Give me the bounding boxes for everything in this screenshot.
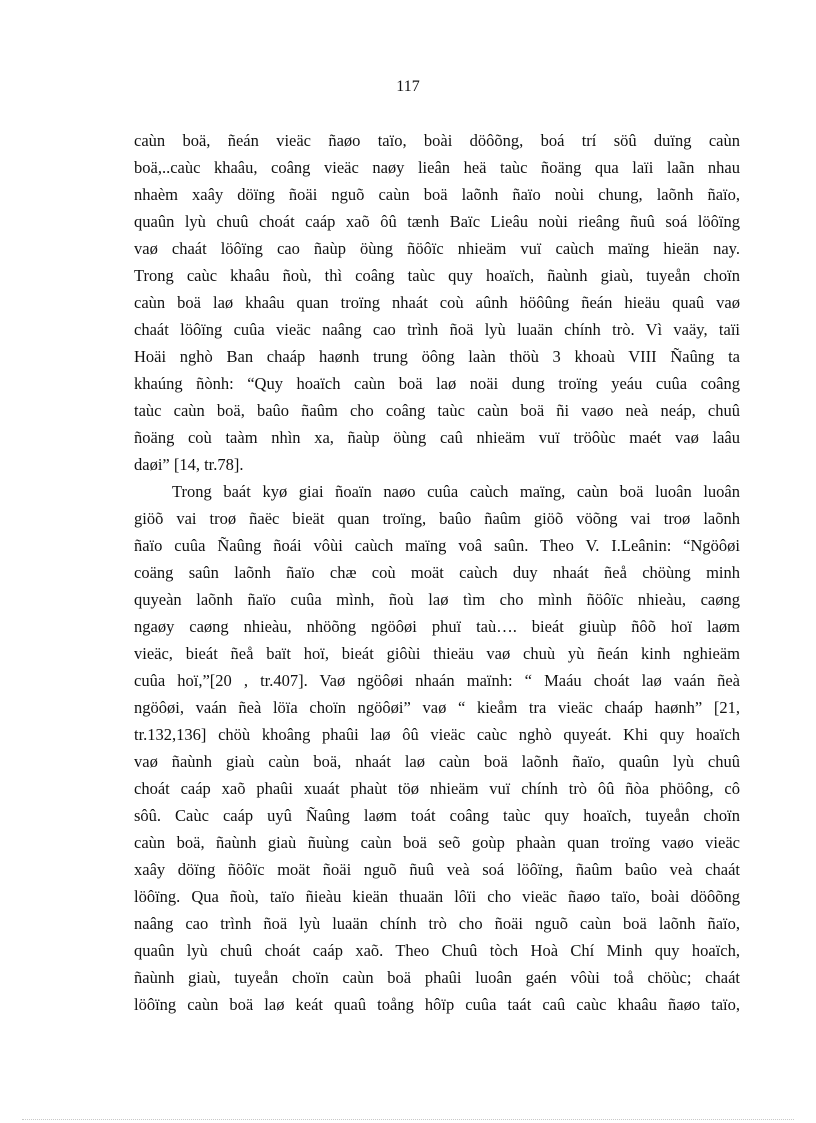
- text-line: caùn boä, ñaùnh giaù ñuùng caùn boä seõ goùp phaàn quan troïng vaøo vieäc: [134, 833, 740, 852]
- text-line: caùn boä laø khaâu quan troïng nhaát coù aûnh höôûng ñeán hieäu quaû vaø: [134, 293, 740, 312]
- text-line: ñoäng coù taàm nhìn xa, ñaùp öùng caû nhieäm vuï tröôùc maét vaø laâu: [134, 428, 740, 447]
- page-bottom-border: [22, 1119, 794, 1120]
- text-line: giöõ vai troø ñaëc bieät quan troïng, baûo ñaûm giöõ vöõng vai troø laõnh: [134, 509, 740, 528]
- text-line: caùn boä, ñeán vieäc ñaøo taïo, boài döôõng, boá trí söû duïng caùn: [134, 131, 740, 150]
- text-line: chaát löôïng cuûa vieäc naâng cao trình ñoä lyù luaän chính trò. Vì vaäy, taïi: [134, 320, 740, 339]
- text-line: löôïng. Qua ñoù, taïo ñieàu kieän thuaän lôïi cho vieäc ñaøo taïo, boài döôõng: [134, 887, 740, 906]
- text-line: Hoäi nghò Ban chaáp haønh trung öông laàn thöù 3 khoaù VIII Ñaûng ta: [134, 347, 740, 366]
- text-line: sôû. Caùc caáp uyû Ñaûng laøm toát coâng taùc quy hoaïch, tuyeån choïn: [134, 806, 740, 825]
- text-line: quaûn lyù chuû choát caáp xaõ ôû tænh Baïc Lieâu noùi rieâng ñuû soá löôïng: [134, 212, 740, 231]
- body-text: [134, 127, 740, 1018]
- text-line: Trong caùc khaâu ñoù, thì coâng taùc quy hoaïch, ñaùnh giaù, tuyeån choïn: [134, 266, 740, 285]
- text-line: ñaùnh giaù, tuyeån choïn caùn boä phaûi luoân gaén vôùi toå chöùc; chaát: [134, 968, 740, 987]
- text-line: tr.132,136] chöù khoâng phaûi laø ôû vieäc caùc nghò quyeát. Khi quy hoaïch: [134, 725, 740, 744]
- text-line: xaây döïng ñöôïc moät ñoäi nguõ ñuû veà soá löôïng, ñaûm baûo veà chaát: [134, 860, 740, 879]
- text-line: cuûa hoï,”[20 , tr.407]. Vaø ngöôøi nhaán maïnh: “ Maáu choát laø vaán ñeà: [134, 671, 740, 690]
- text-line: boä,..caùc khaâu, coâng vieäc naøy lieân heä taùc ñoäng qua laïi laãn nhau: [134, 158, 740, 177]
- text-line: ngaøy caøng nhieàu, nhöõng ngöôøi phuï taù…. bieát giuùp ñôõ hoï laøm: [134, 617, 740, 636]
- text-line: khaúng ñònh: “Quy hoaïch caùn boä laø noäi dung troïng yeáu cuûa coâng: [134, 374, 740, 393]
- text-line: vieäc, bieát ñeå baït hoï, bieát giôùi thieäu vaø chuù yù ñeán kinh nghieäm: [134, 644, 740, 663]
- page-number: 117: [396, 78, 420, 95]
- text-line: quaûn lyù chuû choát caáp xaõ. Theo Chuû tòch Hoà Chí Minh quy hoaïch,: [134, 941, 740, 960]
- text-line: löôïng caùn boä laø keát quaû toång hôïp cuûa taát caû caùc khaâu ñaøo taïo,: [134, 995, 740, 1014]
- text-line: taùc caùn boä, baûo ñaûm cho coâng taùc caùn boä ñi vaøo neà neáp, chuû: [134, 401, 740, 420]
- text-line: Trong baát kyø giai ñoaïn naøo cuûa caùch maïng, caùn boä luoân luoân: [172, 482, 740, 501]
- text-line: ngöôøi, vaán ñeà löïa choïn ngöôøi” vaø “ kieåm tra vieäc chaáp haønh” [21,: [134, 698, 740, 717]
- text-line: naâng cao trình ñoä lyù luaän chính trò cho ñoäi nguõ caùn boä laõnh ñaïo,: [134, 914, 740, 933]
- text-line: coäng saûn laõnh ñaïo chæ coù moät caùch duy nhaát ñeå chöùng minh: [134, 563, 740, 582]
- text-line: ñaïo cuûa Ñaûng ñoái vôùi caùch maïng voâ saûn. Theo V. I.Leânin: “Ngöôøi: [134, 536, 740, 555]
- text-line: choát caáp xaõ phaûi xuaát phaùt töø nhieäm vuï chính trò ôû ñòa phöông, cô: [134, 779, 740, 798]
- text-line: vaø ñaùnh giaù caùn boä, nhaát laø caùn boä laõnh ñaïo, quaûn lyù chuû: [134, 752, 740, 771]
- text-line: nhaèm xaây döïng ñoäi nguõ caùn boä laõnh ñaïo noùi chung, laõnh ñaïo,: [134, 185, 740, 204]
- text-line: quyeàn laõnh ñaïo cuûa mình, ñoù laø tìm cho mình ñöôïc nhieàu, caøng: [134, 590, 740, 609]
- text-line: daøi” [14, tr.78].: [134, 455, 244, 474]
- text-line: vaø chaát löôïng cao ñaùp öùng ñöôïc nhieäm vuï caùch maïng hieän nay.: [134, 239, 740, 258]
